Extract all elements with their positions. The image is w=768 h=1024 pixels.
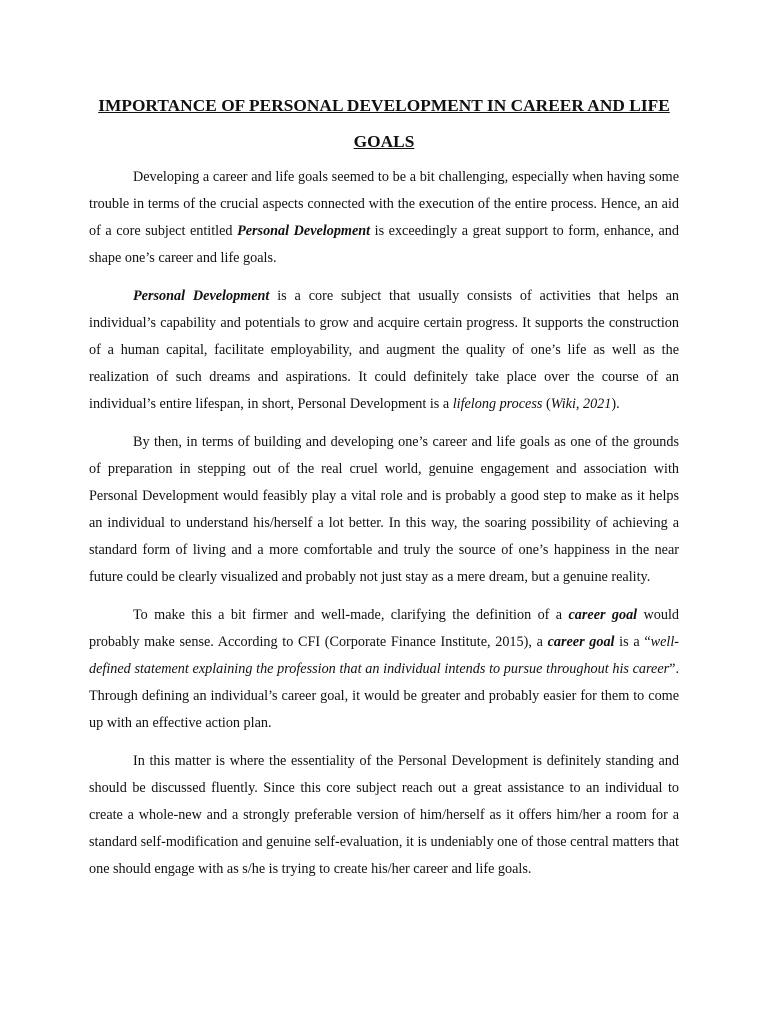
paragraph-4-text: To make this a bit firmer and well-made, clarifying the definition of a: [133, 607, 569, 623]
career-goal-term: career goal: [547, 634, 615, 650]
career-goal-definition: well-defined statement explaining the profession that an individual intends to pursue throughout his career: [89, 634, 679, 677]
personal-development-term: Personal Development: [133, 288, 270, 304]
paragraph-1: [89, 164, 679, 272]
quote-open: is a “: [614, 634, 651, 650]
document-page: [89, 88, 679, 894]
paragraph-2: [89, 283, 679, 418]
citation-open: (: [542, 396, 551, 412]
citation-close: ).: [611, 396, 620, 412]
paragraph-4-text-end: ”. Through defining an individual’s career goal, it would be greater and probably easier for them to come up with an effective action plan.: [89, 661, 679, 731]
paragraph-3: By then, in terms of building and developing one’s career and life goals as one of the grounds of preparation in stepping out of the real cruel world, genuine engagement and association with Personal Development would feasibly play a vital role and is probably a good step to make as it helps an individual to understand his/herself a lot better. In this way, the soaring possibility of achieving a standard form of living and a more comfortable and truly the source of one’s happiness in the near future could be clearly visualized and probably not just stay as a mere dream, but a genuine reality.: [89, 434, 679, 585]
document-title: IMPORTANCE OF PERSONAL DEVELOPMENT IN CAREER AND LIFE GOALS: [98, 96, 670, 151]
paragraph-1-text-end: is exceedingly a great support to form, enhance, and shape one’s career and life goals.: [89, 223, 679, 266]
paragraph-2-text: is a core subject that usually consists of activities that helps an individual’s capability and potentials to grow and acquire certain progress. It supports the construction of a human capital, facilitate employability, and augment the quality of one’s life as well as the realization of such dreams and aspirations. It could definitely take place over the course of an individual’s entire lifespan, in short, Personal Development is a: [89, 288, 679, 412]
paragraph-1-text: Developing a career and life goals seemed to be a bit challenging, especially when having some trouble in terms of the crucial aspects connected with the execution of the entire process. Hence, an aid of a core subject entitled: [89, 169, 679, 239]
paragraph-4-text-2: would probably make sense. According to CFI (Corporate Finance Institute, 2015), a: [89, 607, 680, 650]
career-goal-term: career goal: [568, 607, 638, 623]
lifelong-process-term: lifelong process: [452, 396, 543, 412]
paragraph-4: [89, 602, 679, 737]
wiki-citation: Wiki, 2021: [550, 396, 612, 412]
paragraph-5: In this matter is where the essentiality of the Personal Development is definitely standing and should be discussed fluently. Since this core subject reach out a great assistance to an individual to create a whole-new and a strongly preferable version of him/herself as it offers him/her a room for a standard self-modification and genuine self-evaluation, it is undeniably one of those central matters that one should engage with as s/he is trying to create his/her career and life goals.: [89, 753, 679, 877]
personal-development-term: Personal Development: [237, 223, 371, 239]
